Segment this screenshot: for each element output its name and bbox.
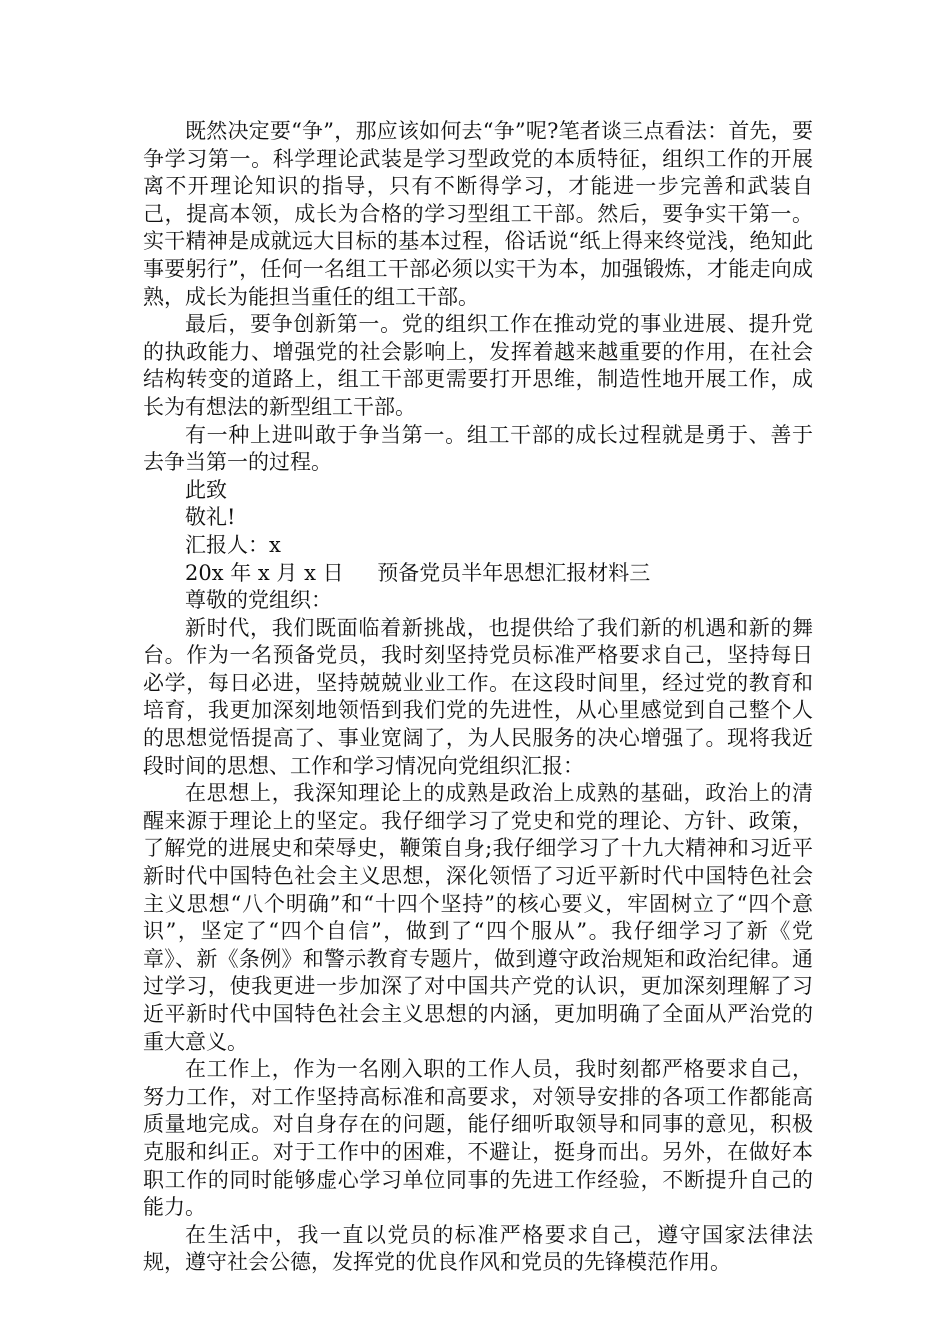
paragraph-4: 新时代，我们既面临着新挑战，也提供给了我们新的机遇和新的舞台。作为一名预备党员，我时刻坚持党员标准严格要求自己，坚持每日必学，每日必进，坚持兢兢业业工作。在这段时间里，经过党的教育和培育，我更加深刻地领悟到我们党的先进性，从心里感觉到自己整个人的思想觉悟提高了、事业宽阔了，为人民服务的决心增强了。现将我近段时间的思想、工作和学习情况向党组织汇报： xyxy=(143,615,813,778)
paragraph-5: 在思想上，我深知理论上的成熟是政治上成熟的基础，政治上的清醒来源于理论上的坚定。我仔细学习了党史和党的理论、方针、政策，了解党的进展史和荣辱史，鞭策自身;我仔细学习了十九大精神和习近平新时代中国特色社会主义思想，深化领悟了习近平新时代中国特色社会主义思想“八个明确”和“十四个坚持”的核心要义，牢固树立了“四个意识”，坚定了“四个自信”，做到了“四个服从”。我仔细学习了新《党章》、新《条例》和警示教育专题片，做到遵守政治规矩和政治纪律。通过学习，使我更进一步加深了对中国共产党的认识，更加深刻理解了习近平新时代中国特色社会主义思想的内涵，更加明确了全面从严治党的重大意义。 xyxy=(143,781,813,1054)
paragraph-6: 在工作上，作为一名刚入职的工作人员，我时刻都严格要求自己，努力工作，对工作坚持高标准和高要求，对领导安排的各项工作都能高质量地完成。对自身存在的问题，能仔细听取领导和同事的意见，积极克服和纠正。对于工作中的困难，不避让，挺身而出。另外，在做好本职工作的同时能够虚心学习单位同事的先进工作经验，不断提升自己的能力。 xyxy=(143,1057,813,1220)
reporter-line: 汇报人：x xyxy=(185,532,281,557)
paragraph-3: 有一种上进叫敢于争当第一。组工干部的成长过程就是勇于、善于去争当第一的过程。 xyxy=(143,422,813,475)
paragraph-7: 在生活中，我一直以党员的标准严格要求自己，遵守国家法律法规，遵守社会公德，发挥党的优良作风和党员的先锋模范作用。 xyxy=(143,1222,813,1275)
salutation: 尊敬的党组织： xyxy=(185,588,332,613)
paragraph-1: 既然决定要“争”，那应该如何去“争”呢?笔者谈三点看法：首先，要争学习第一。科学理论武装是学习型政党的本质特征，组织工作的开展离不开理论知识的指导，只有不断得学习，才能进一步完善和武装自己，提高本领，成长为合格的学习型组工干部。然后，要争实干第一。实干精神是成就远大目标的基本过程，俗话说“纸上得来终觉浅，绝知此事要躬行”，任何一名组工干部必须以实干为本，加强锻炼，才能走向成熟，成长为能担当重任的组工干部。 xyxy=(143,119,813,309)
document-body xyxy=(143,118,813,1277)
closing-line-1: 此致 xyxy=(185,477,227,502)
paragraph-2: 最后，要争创新第一。党的组织工作在推动党的事业进展、提升党的执政能力、增强党的社会影响上，发挥着越来越重要的作用，在社会结构转变的道路上，组工干部更需要打开思维，制造性地开展工作，成长为有想法的新型组工干部。 xyxy=(143,312,813,419)
date-and-title-line xyxy=(143,560,813,588)
report-date: 20x 年 x 月 x 日 xyxy=(185,560,344,585)
next-report-title: 预备党员半年思想汇报材料三 xyxy=(377,560,651,585)
closing-line-2: 敬礼! xyxy=(185,505,236,530)
